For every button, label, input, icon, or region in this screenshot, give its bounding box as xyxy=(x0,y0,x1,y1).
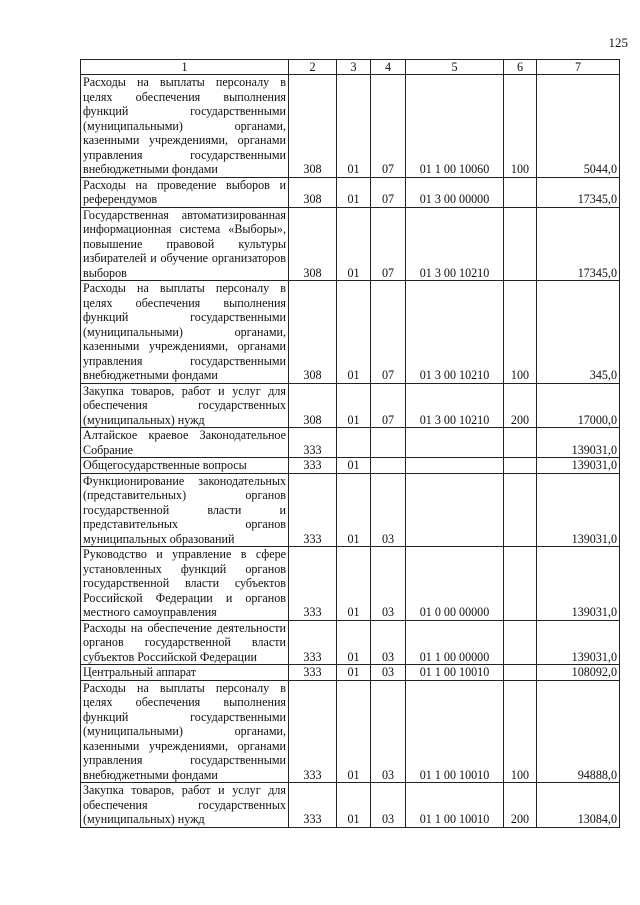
item-name: Расходы на проведение выборов и референдумов xyxy=(81,177,289,207)
ministry-code: 333 xyxy=(289,620,337,665)
item-name: Функционирование законодательных (представительных) органов государственной власти и представительных органов муниципальных образований xyxy=(81,473,289,547)
subsection-code: 07 xyxy=(371,75,406,178)
ministry-code: 333 xyxy=(289,458,337,474)
expense-type xyxy=(504,665,537,681)
ministry-code: 308 xyxy=(289,177,337,207)
table-row xyxy=(81,665,620,681)
table-row xyxy=(81,783,620,828)
target-article: 01 1 00 10010 xyxy=(406,665,504,681)
item-name: Государственная автоматизированная информационная система «Выборы», повышение правовой культуры избирателей и обучение организаторов выборов xyxy=(81,207,289,281)
item-name: Расходы на выплаты персоналу в целях обеспечения выполнения функций государственными (муниципальными) органами, казенными учреждениями, органами управления государственными внебюджетными фондами xyxy=(81,75,289,178)
section-code: 01 xyxy=(337,473,371,547)
subsection-code: 07 xyxy=(371,207,406,281)
amount: 13084,0 xyxy=(537,783,620,828)
ministry-code: 333 xyxy=(289,783,337,828)
amount: 139031,0 xyxy=(537,547,620,621)
target-article: 01 1 00 10060 xyxy=(406,75,504,178)
expense-type: 100 xyxy=(504,680,537,783)
section-code: 01 xyxy=(337,547,371,621)
item-name: Расходы на выплаты персоналу в целях обеспечения выполнения функций государственными (муниципальными) органами, казенными учреждениями, органами управления государственными внебюджетными фондами xyxy=(81,680,289,783)
ministry-code: 333 xyxy=(289,428,337,458)
table-row xyxy=(81,428,620,458)
expense-type xyxy=(504,620,537,665)
target-article: 01 0 00 00000 xyxy=(406,547,504,621)
item-name: Закупка товаров, работ и услуг для обеспечения государственных (муниципальных) нужд xyxy=(81,383,289,428)
expense-type: 100 xyxy=(504,75,537,178)
header-cell: 4 xyxy=(371,60,406,75)
expense-type: 200 xyxy=(504,383,537,428)
amount: 139031,0 xyxy=(537,473,620,547)
subsection-code: 03 xyxy=(371,680,406,783)
target-article xyxy=(406,458,504,474)
subsection-code: 03 xyxy=(371,620,406,665)
section-code: 01 xyxy=(337,665,371,681)
table-row xyxy=(81,458,620,474)
section-code: 01 xyxy=(337,783,371,828)
subsection-code xyxy=(371,428,406,458)
subsection-code: 03 xyxy=(371,783,406,828)
section-code: 01 xyxy=(337,383,371,428)
expense-type xyxy=(504,428,537,458)
target-article xyxy=(406,473,504,547)
amount: 5044,0 xyxy=(537,75,620,178)
header-cell: 1 xyxy=(81,60,289,75)
header-cell: 7 xyxy=(537,60,620,75)
amount: 139031,0 xyxy=(537,458,620,474)
amount: 94888,0 xyxy=(537,680,620,783)
ministry-code: 333 xyxy=(289,680,337,783)
budget-table xyxy=(80,59,620,828)
header-cell: 2 xyxy=(289,60,337,75)
target-article: 01 3 00 10210 xyxy=(406,383,504,428)
target-article: 01 3 00 10210 xyxy=(406,207,504,281)
target-article: 01 3 00 00000 xyxy=(406,177,504,207)
table-row xyxy=(81,383,620,428)
amount: 108092,0 xyxy=(537,665,620,681)
target-article: 01 3 00 10210 xyxy=(406,281,504,384)
subsection-code: 07 xyxy=(371,383,406,428)
header-cell: 3 xyxy=(337,60,371,75)
target-article: 01 1 00 10010 xyxy=(406,783,504,828)
table-row xyxy=(81,620,620,665)
item-name: Общегосударственные вопросы xyxy=(81,458,289,474)
expense-type xyxy=(504,177,537,207)
section-code: 01 xyxy=(337,458,371,474)
item-name: Закупка товаров, работ и услуг для обеспечения государственных (муниципальных) нужд xyxy=(81,783,289,828)
expense-type: 200 xyxy=(504,783,537,828)
item-name: Руководство и управление в сфере установленных функций органов государственной власти субъектов Российской Федерации и органов местного самоуправления xyxy=(81,547,289,621)
table-row xyxy=(81,281,620,384)
section-code xyxy=(337,428,371,458)
header-row xyxy=(81,60,620,75)
header-cell: 6 xyxy=(504,60,537,75)
subsection-code: 03 xyxy=(371,547,406,621)
section-code: 01 xyxy=(337,207,371,281)
ministry-code: 308 xyxy=(289,281,337,384)
table-row xyxy=(81,177,620,207)
section-code: 01 xyxy=(337,680,371,783)
amount: 345,0 xyxy=(537,281,620,384)
ministry-code: 333 xyxy=(289,473,337,547)
ministry-code: 308 xyxy=(289,383,337,428)
page-number: 125 xyxy=(608,35,628,50)
ministry-code: 308 xyxy=(289,75,337,178)
expense-type xyxy=(504,473,537,547)
amount: 139031,0 xyxy=(537,428,620,458)
expense-type xyxy=(504,547,537,621)
target-article xyxy=(406,428,504,458)
item-name: Расходы на выплаты персоналу в целях обеспечения выполнения функций государственными (муниципальными) органами, казенными учреждениями, органами управления государственными внебюджетными фондами xyxy=(81,281,289,384)
subsection-code xyxy=(371,458,406,474)
subsection-code: 07 xyxy=(371,177,406,207)
ministry-code: 308 xyxy=(289,207,337,281)
item-name: Расходы на обеспечение деятельности органов государственной власти субъектов Российской Федерации xyxy=(81,620,289,665)
amount: 17345,0 xyxy=(537,177,620,207)
item-name: Алтайское краевое Законодательное Собрание xyxy=(81,428,289,458)
subsection-code: 07 xyxy=(371,281,406,384)
ministry-code: 333 xyxy=(289,665,337,681)
table-row xyxy=(81,473,620,547)
section-code: 01 xyxy=(337,177,371,207)
section-code: 01 xyxy=(337,620,371,665)
amount: 17000,0 xyxy=(537,383,620,428)
expense-type xyxy=(504,458,537,474)
subsection-code: 03 xyxy=(371,665,406,681)
table-row xyxy=(81,547,620,621)
target-article: 01 1 00 10010 xyxy=(406,680,504,783)
target-article: 01 1 00 00000 xyxy=(406,620,504,665)
amount: 139031,0 xyxy=(537,620,620,665)
subsection-code: 03 xyxy=(371,473,406,547)
section-code: 01 xyxy=(337,75,371,178)
section-code: 01 xyxy=(337,281,371,384)
expense-type xyxy=(504,207,537,281)
amount: 17345,0 xyxy=(537,207,620,281)
item-name: Центральный аппарат xyxy=(81,665,289,681)
table-row xyxy=(81,680,620,783)
ministry-code: 333 xyxy=(289,547,337,621)
table-row xyxy=(81,75,620,178)
expense-type: 100 xyxy=(504,281,537,384)
table-row xyxy=(81,207,620,281)
header-cell: 5 xyxy=(406,60,504,75)
